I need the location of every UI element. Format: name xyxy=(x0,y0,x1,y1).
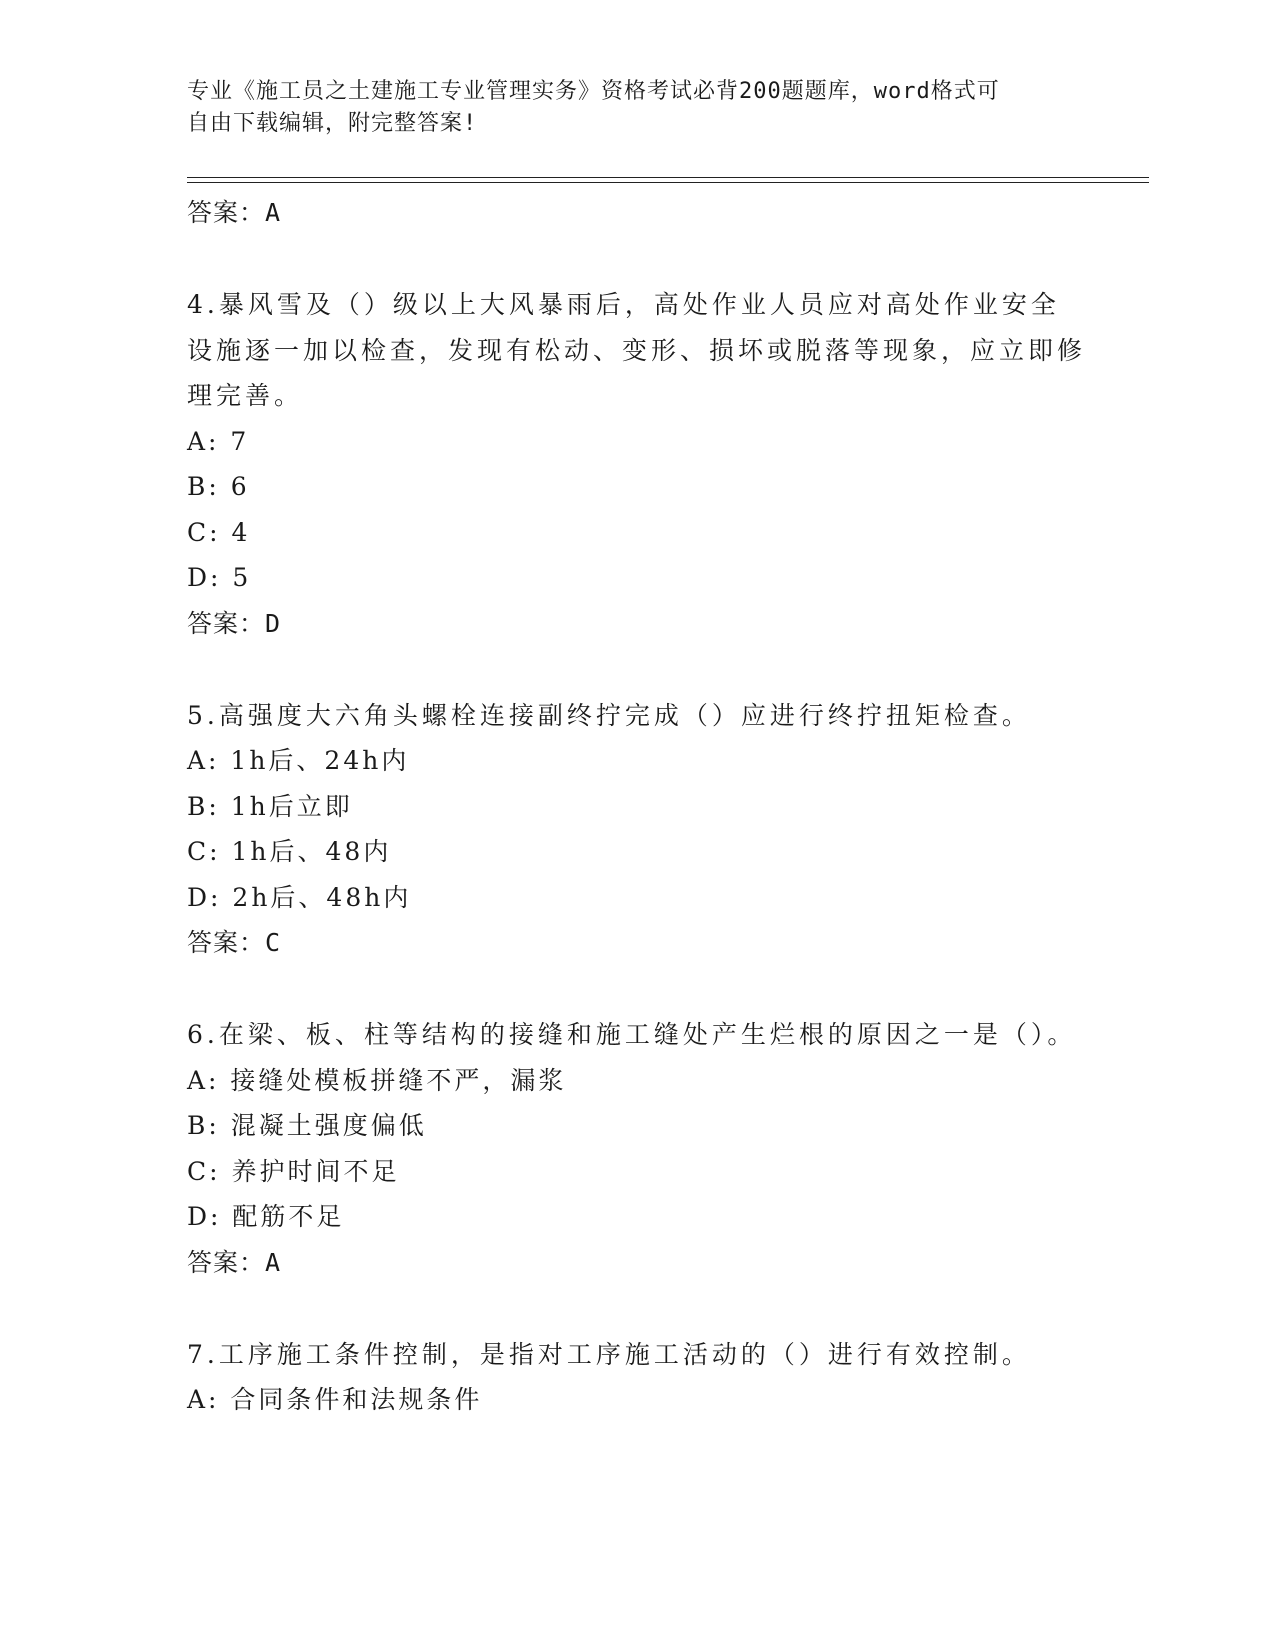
option-b: B: 混凝土强度偏低 xyxy=(187,1111,427,1140)
question-list xyxy=(187,190,1087,1423)
question-item xyxy=(187,693,1087,967)
option-a: A: 1h后、24h内 xyxy=(187,746,410,775)
question-item xyxy=(187,282,1087,647)
header-line-2: 自由下载编辑，附完整答案! xyxy=(187,111,478,136)
answer-line: 答案：A xyxy=(187,198,282,227)
question-item xyxy=(187,1332,1087,1423)
option-a: A: 合同条件和法规条件 xyxy=(187,1385,483,1414)
answer-line: 答案：C xyxy=(187,928,282,957)
document-header xyxy=(187,76,1067,140)
answer-line: 答案：A xyxy=(187,1247,282,1277)
option-c: C: 1h后、48内 xyxy=(187,837,392,866)
header-divider-top xyxy=(187,177,1149,178)
option-b: B: 6 xyxy=(187,472,250,501)
question-stem: 7.工序施工条件控制，是指对工序施工活动的（）进行有效控制。 xyxy=(187,1339,1031,1369)
question-stem: 4.暴风雪及（）级以上大风暴雨后，高处作业人员应对高处作业安全设施逐一加以检查，发现有松动、变形、损坏或脱落等现象，应立即修理完善。 xyxy=(187,290,1087,410)
option-d: D: 配筋不足 xyxy=(187,1202,345,1231)
question-item xyxy=(187,1012,1087,1286)
option-d: D: 2h后、48h内 xyxy=(187,882,412,912)
header-divider-bottom xyxy=(187,182,1149,183)
option-c: C: 4 xyxy=(187,517,251,547)
question-stem: 5.高强度大六角头螺栓连接副终拧完成（）应进行终拧扭矩检查。 xyxy=(187,700,1031,730)
header-line-1: 专业《施工员之土建施工专业管理实务》资格考试必背200题题库，word格式可 xyxy=(187,79,1000,104)
option-a: A: 接缝处模板拼缝不严，漏浆 xyxy=(187,1065,567,1095)
answer-line: 答案：D xyxy=(187,608,282,638)
option-b: B: 1h后立即 xyxy=(187,791,353,821)
option-d: D: 5 xyxy=(187,563,252,592)
option-c: C: 养护时间不足 xyxy=(187,1156,400,1186)
option-a: A: 7 xyxy=(187,426,250,456)
question-stem: 6.在梁、板、柱等结构的接缝和施工缝处产生烂根的原因之一是（）。 xyxy=(187,1020,1077,1049)
